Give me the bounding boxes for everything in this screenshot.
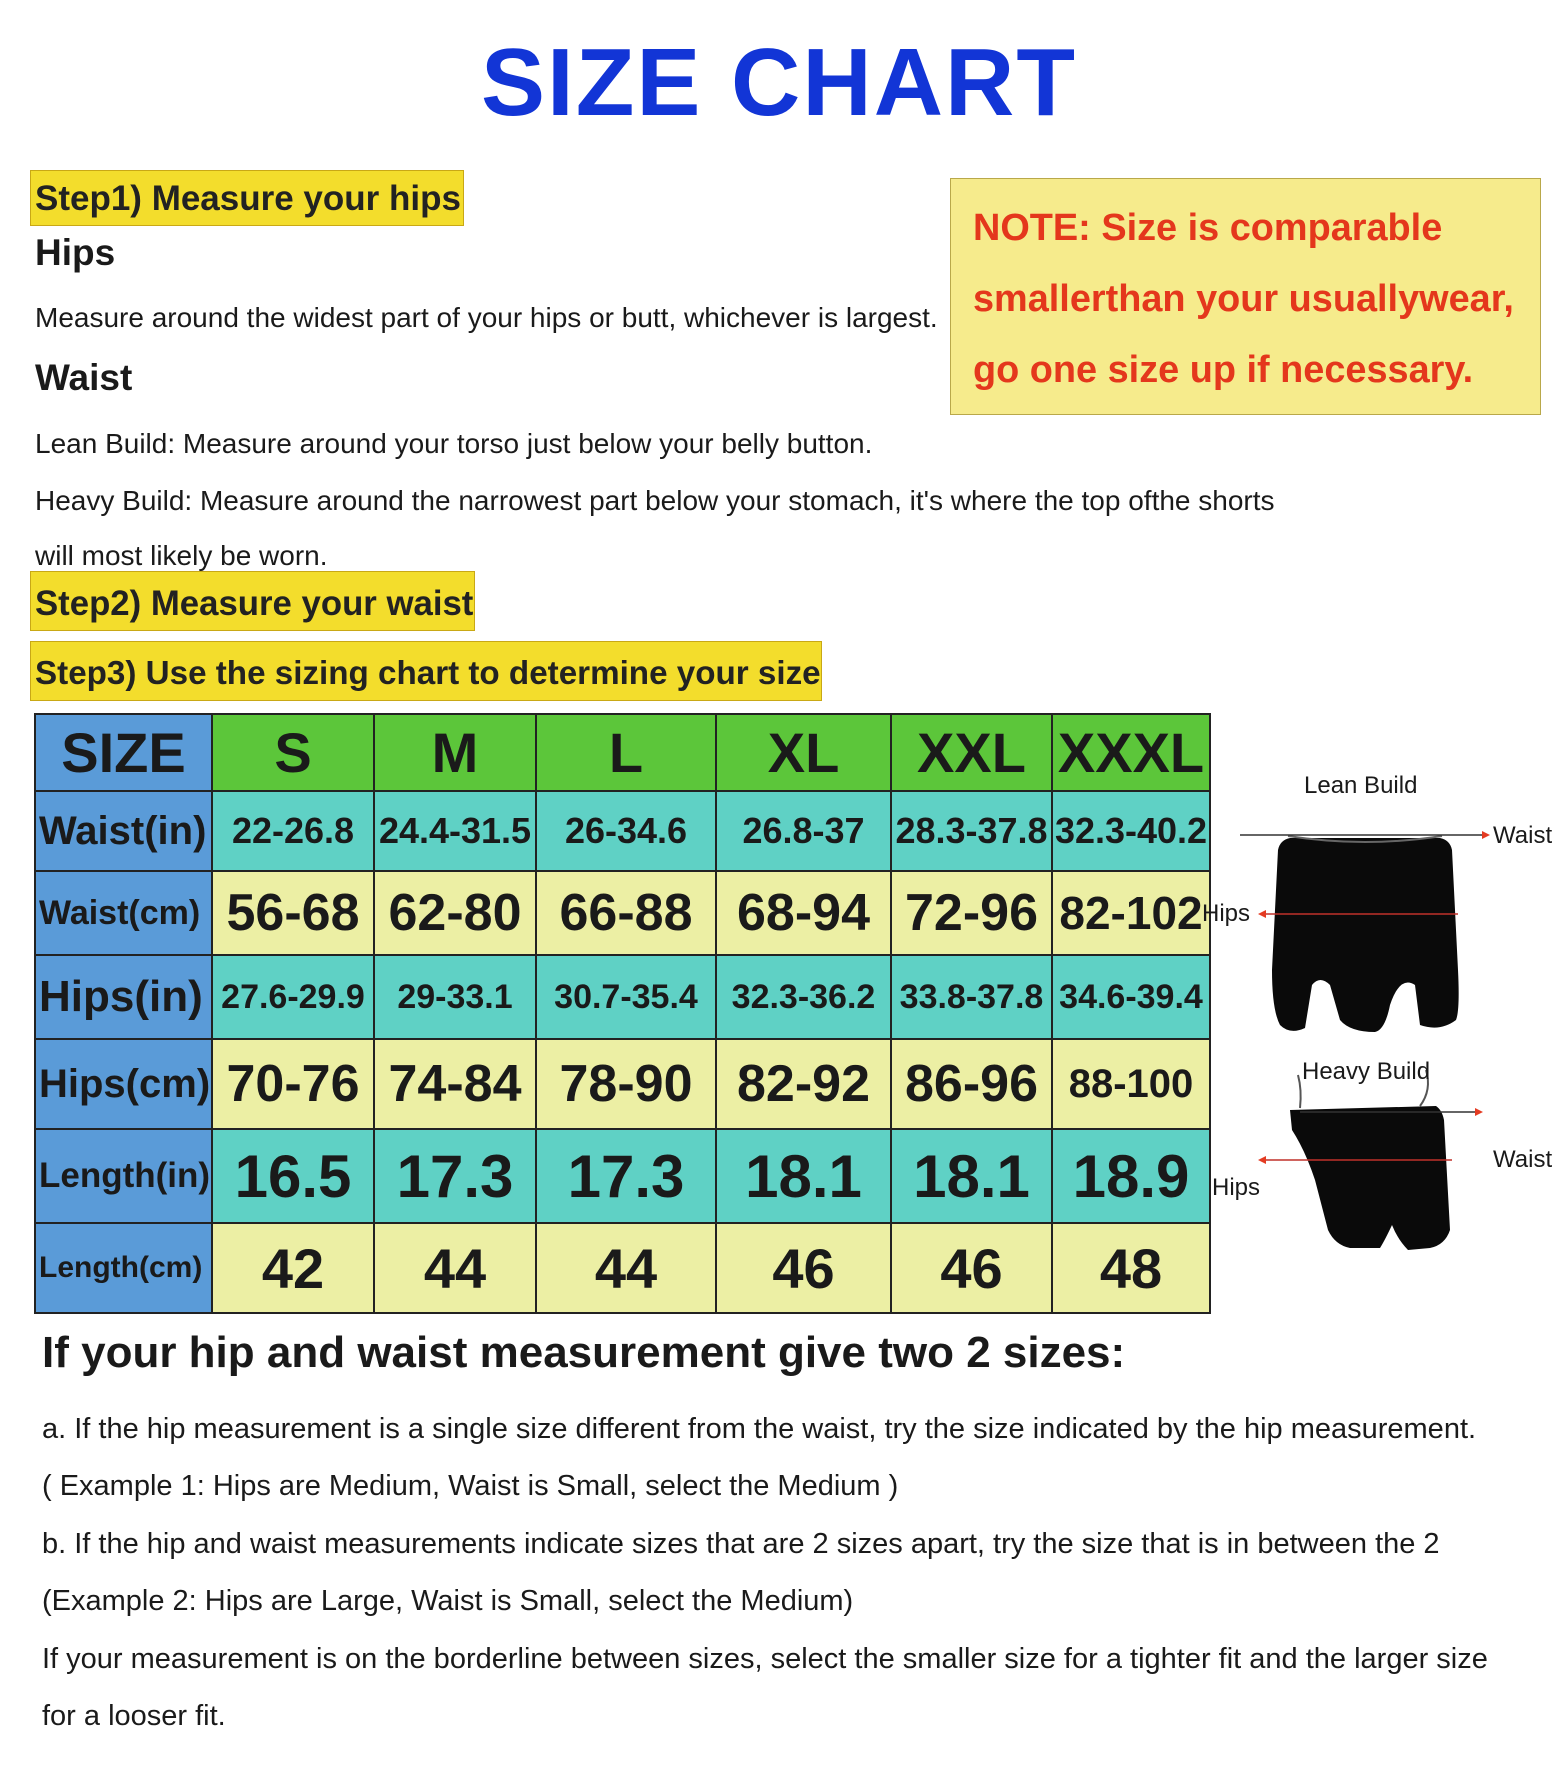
table-cell: 24.4-31.5 (374, 791, 536, 871)
measurement-diagram (1202, 770, 1553, 1330)
waist-heading: Waist (35, 357, 133, 398)
table-cell: 46 (891, 1223, 1052, 1313)
guide-heading: If your hip and waist measurement give two 2 sizes: (42, 1328, 1126, 1377)
hips-instructions: Measure around the widest part of your hips or butt, whichever is largest. (35, 302, 938, 333)
lean-shorts-icon (1272, 838, 1459, 1032)
shorts-illustration (1220, 770, 1553, 1330)
table-cell: 26.8-37 (716, 791, 891, 871)
table-cell: 68-94 (716, 871, 891, 955)
table-cell: 18.1 (716, 1129, 891, 1223)
lean-build-instructions: Lean Build: Measure around your torso just below your belly button. (35, 428, 873, 459)
guide-rule-b: b. If the hip and waist measurements indicate sizes that are 2 sizes apart, try the size that is in between the 2 (42, 1528, 1440, 1560)
table-cell: 18.1 (891, 1129, 1052, 1223)
heavy-waist-label: Waist (1493, 1146, 1553, 1173)
size-column-xxxl: XXXL (1052, 714, 1210, 791)
table-row (35, 1223, 1210, 1313)
size-column-l: L (536, 714, 716, 791)
table-cell: 29-33.1 (374, 955, 536, 1039)
table-cell: 44 (374, 1223, 536, 1313)
table-cell: 82-102 (1052, 871, 1210, 955)
page-title: SIZE CHART (481, 29, 1077, 136)
table-cell: 88-100 (1052, 1039, 1210, 1129)
guide-example-1: ( Example 1: Hips are Medium, Waist is Small, select the Medium ) (42, 1470, 899, 1502)
note-line: go one size up if necessary. (973, 349, 1474, 391)
table-cell: 26-34.6 (536, 791, 716, 871)
heavy-build-instructions-cont: will most likely be worn. (35, 540, 328, 571)
table-cell: 27.6-29.9 (212, 955, 374, 1039)
size-column-m: M (374, 714, 536, 791)
table-cell: 62-80 (374, 871, 536, 955)
row-label: Length(in) (35, 1129, 212, 1223)
hips-heading: Hips (35, 232, 116, 273)
heavy-shorts-icon (1290, 1106, 1450, 1250)
row-label: Hips(cm) (35, 1039, 212, 1129)
heavy-build-label: Heavy Build (1302, 1058, 1431, 1085)
table-cell: 17.3 (374, 1129, 536, 1223)
table-cell: 17.3 (536, 1129, 716, 1223)
step2-label: Step2) Measure your waist (30, 571, 475, 631)
note-line: smallerthan your usuallywear, (973, 278, 1514, 320)
table-row (35, 871, 1210, 955)
lean-build-label: Lean Build (1304, 772, 1418, 799)
heavy-build-instructions: Heavy Build: Measure around the narrowest part below your stomach, it's where the top ofthe shorts (35, 485, 1275, 516)
table-cell: 48 (1052, 1223, 1210, 1313)
table-cell: 32.3-40.2 (1052, 791, 1210, 871)
table-cell: 56-68 (212, 871, 374, 955)
table-cell: 78-90 (536, 1039, 716, 1129)
table-cell: 33.8-37.8 (891, 955, 1052, 1039)
size-column-s: S (212, 714, 374, 791)
table-cell: 70-76 (212, 1039, 374, 1129)
row-label: Hips(in) (35, 955, 212, 1039)
table-row (35, 791, 1210, 871)
size-header: SIZE (35, 714, 212, 791)
table-cell: 86-96 (891, 1039, 1052, 1129)
guide-example-2: (Example 2: Hips are Large, Waist is Small, select the Medium) (42, 1585, 854, 1617)
table-cell: 16.5 (212, 1129, 374, 1223)
table-cell: 72-96 (891, 871, 1052, 955)
table-cell: 82-92 (716, 1039, 891, 1129)
step1-label: Step1) Measure your hips (30, 170, 464, 226)
row-label: Waist(in) (35, 791, 212, 871)
table-cell: 18.9 (1052, 1129, 1210, 1223)
table-cell: 46 (716, 1223, 891, 1313)
table-cell: 66-88 (536, 871, 716, 955)
table-cell: 42 (212, 1223, 374, 1313)
size-note (950, 178, 1541, 415)
size-column-xxl: XXL (891, 714, 1052, 791)
guide-borderline-cont: for a looser fit. (42, 1700, 226, 1732)
table-cell: 34.6-39.4 (1052, 955, 1210, 1039)
guide-borderline: If your measurement is on the borderline between sizes, select the smaller size for a tighter fit and the larger size (42, 1643, 1488, 1675)
table-cell: 30.7-35.4 (536, 955, 716, 1039)
table-cell: 44 (536, 1223, 716, 1313)
table-row (35, 955, 1210, 1039)
row-label: Waist(cm) (35, 871, 212, 955)
heavy-hips-label: Hips (1212, 1174, 1261, 1201)
table-cell: 22-26.8 (212, 791, 374, 871)
note-line: NOTE: Size is comparable (973, 207, 1443, 249)
table-cell: 28.3-37.8 (891, 791, 1052, 871)
table-row (35, 1039, 1210, 1129)
lean-hips-label: Hips (1202, 900, 1251, 927)
size-column-xl: XL (716, 714, 891, 791)
table-header-row (35, 714, 1210, 791)
table-row (35, 1129, 1210, 1223)
size-table (34, 713, 1211, 1314)
guide-rule-a: a. If the hip measurement is a single size different from the waist, try the size indicated by the hip measurement. (42, 1413, 1477, 1445)
row-label: Length(cm) (35, 1223, 212, 1313)
table-cell: 32.3-36.2 (716, 955, 891, 1039)
lean-waist-label: Waist (1493, 822, 1553, 849)
table-cell: 74-84 (374, 1039, 536, 1129)
step3-label: Step3) Use the sizing chart to determine your size (30, 641, 822, 701)
